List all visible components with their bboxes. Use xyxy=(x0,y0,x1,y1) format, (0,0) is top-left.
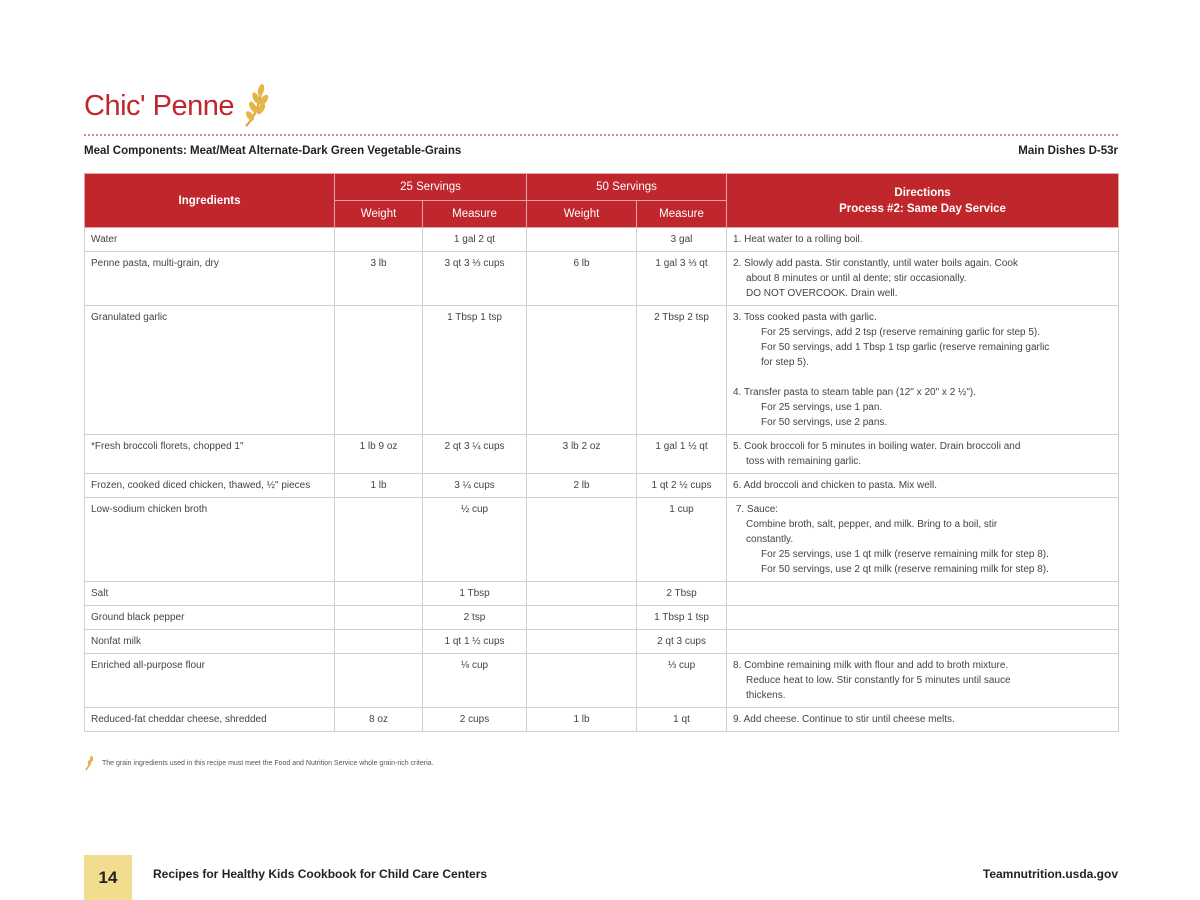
table-row xyxy=(85,498,1119,582)
direction-line: 4. Transfer pasta to steam table pan (12" x 20" x 2 ½"). xyxy=(733,387,977,398)
directions-cell xyxy=(727,654,1119,708)
measure-25-cell: 2 qt 3 ¼ cups xyxy=(423,435,527,474)
direction-line: For 25 servings, use 1 qt milk (reserve remaining milk for step 8). xyxy=(761,549,1049,560)
directions-cell xyxy=(727,306,1119,435)
ingredient-cell: Low-sodium chicken broth xyxy=(85,498,335,582)
directions-cell xyxy=(727,582,1119,606)
direction-line: Combine broth, salt, pepper, and milk. Bring to a boil, stir xyxy=(746,519,998,530)
ingredient-cell: Reduced-fat cheddar cheese, shredded xyxy=(85,708,335,732)
ingredient-cell: Salt xyxy=(85,582,335,606)
directions-cell xyxy=(727,708,1119,732)
measure-50-cell: 1 gal 3 ⅓ qt xyxy=(637,252,727,306)
direction-line: 6. Add broccoli and chicken to pasta. Mix well. xyxy=(733,480,938,491)
direction-line: about 8 minutes or until al dente; stir occasionally. xyxy=(746,273,967,284)
measure-50-cell: 1 Tbsp 1 tsp xyxy=(637,606,727,630)
ingredient-cell: *Fresh broccoli florets, chopped 1" xyxy=(85,435,335,474)
direction-line: for step 5). xyxy=(761,357,809,368)
measure-25-cell: 1 qt 1 ½ cups xyxy=(423,630,527,654)
table-row xyxy=(85,708,1119,732)
directions-process: Process #2: Same Day Service xyxy=(839,202,1006,215)
weight-25-cell xyxy=(335,582,423,606)
weight-50-header: Weight xyxy=(527,201,637,228)
footnote-text: The grain ingredients used in this recipe must meet the Food and Nutrition Service whole grain-rich criteria. xyxy=(102,759,434,767)
weight-25-cell xyxy=(335,498,423,582)
ingredient-cell: Nonfat milk xyxy=(85,630,335,654)
weight-25-cell: 1 lb xyxy=(335,474,423,498)
direction-line: toss with remaining garlic. xyxy=(746,456,862,467)
weight-50-cell xyxy=(527,654,637,708)
ingredient-cell: Granulated garlic xyxy=(85,306,335,435)
directions-cell xyxy=(727,606,1119,630)
table-row xyxy=(85,606,1119,630)
weight-25-header: Weight xyxy=(335,201,423,228)
directions-cell xyxy=(727,474,1119,498)
directions-cell xyxy=(727,630,1119,654)
footnote xyxy=(84,755,434,771)
ingredient-cell: Enriched all-purpose flour xyxy=(85,654,335,708)
directions-cell xyxy=(727,498,1119,582)
measure-25-cell: 2 cups xyxy=(423,708,527,732)
servings-25-header: 25 Servings xyxy=(335,174,527,201)
direction-line xyxy=(733,370,1112,385)
measure-25-header: Measure xyxy=(423,201,527,228)
direction-line: For 25 servings, add 2 tsp (reserve remaining garlic for step 5). xyxy=(761,327,1041,338)
direction-line: Reduce heat to low. Stir constantly for 5 minutes until sauce xyxy=(746,675,1011,686)
measure-25-cell: 1 Tbsp 1 tsp xyxy=(423,306,527,435)
website-link[interactable]: Teamnutrition.usda.gov xyxy=(982,867,1118,881)
table-row xyxy=(85,306,1119,435)
page-number: 14 xyxy=(84,855,132,900)
direction-line: 3. Toss cooked pasta with garlic. xyxy=(733,312,877,323)
recipe-table-body xyxy=(85,228,1119,732)
weight-50-cell xyxy=(527,498,637,582)
directions-cell xyxy=(727,435,1119,474)
direction-line: 7. Sauce: xyxy=(733,504,779,515)
weight-25-cell xyxy=(335,306,423,435)
servings-50-header: 50 Servings xyxy=(527,174,727,201)
direction-line: 5. Cook broccoli for 5 minutes in boiling water. Drain broccoli and xyxy=(733,441,1021,452)
directions-cell xyxy=(727,252,1119,306)
measure-50-cell: 1 cup xyxy=(637,498,727,582)
measure-25-cell: 3 qt 3 ⅓ cups xyxy=(423,252,527,306)
measure-25-cell: 2 tsp xyxy=(423,606,527,630)
table-row xyxy=(85,474,1119,498)
measure-50-cell: 1 qt xyxy=(637,708,727,732)
weight-25-cell xyxy=(335,606,423,630)
weight-50-cell: 6 lb xyxy=(527,252,637,306)
wheat-icon xyxy=(240,82,270,128)
table-row xyxy=(85,582,1119,606)
ingredient-cell: Frozen, cooked diced chicken, thawed, ½" pieces xyxy=(85,474,335,498)
weight-25-cell xyxy=(335,630,423,654)
table-row xyxy=(85,252,1119,306)
weight-50-cell xyxy=(527,582,637,606)
measure-50-cell: 2 Tbsp xyxy=(637,582,727,606)
recipe-category: Main Dishes D-53r xyxy=(1018,145,1118,157)
recipe-table xyxy=(84,173,1119,732)
ingredient-cell: Penne pasta, multi-grain, dry xyxy=(85,252,335,306)
direction-line: 1. Heat water to a rolling boil. xyxy=(733,234,863,245)
direction-line: For 25 servings, use 1 pan. xyxy=(761,402,883,413)
direction-line: 9. Add cheese. Continue to stir until cheese melts. xyxy=(733,714,955,725)
direction-line: thickens. xyxy=(746,690,786,701)
measure-25-cell: ½ cup xyxy=(423,498,527,582)
measure-50-cell: 1 qt 2 ½ cups xyxy=(637,474,727,498)
meal-components: Meal Components: Meat/Meat Alternate-Dark Green Vegetable-Grains xyxy=(84,145,462,157)
recipe-title: Chic' Penne xyxy=(84,90,234,122)
direction-line: constantly. xyxy=(746,534,794,545)
weight-50-cell: 3 lb 2 oz xyxy=(527,435,637,474)
weight-50-cell: 1 lb xyxy=(527,708,637,732)
measure-25-cell: 1 gal 2 qt xyxy=(423,228,527,252)
direction-line: For 50 servings, add 1 Tbsp 1 tsp garlic (reserve remaining garlic xyxy=(761,342,1050,353)
table-row xyxy=(85,228,1119,252)
book-title: Recipes for Healthy Kids Cookbook for Child Care Centers xyxy=(153,867,488,881)
measure-50-cell: 1 gal 1 ½ qt xyxy=(637,435,727,474)
direction-line: For 50 servings, use 2 pans. xyxy=(761,417,888,428)
measure-50-cell: 3 gal xyxy=(637,228,727,252)
measure-50-cell: ⅓ cup xyxy=(637,654,727,708)
weight-25-cell xyxy=(335,228,423,252)
title-divider xyxy=(84,134,1118,136)
directions-title: Directions xyxy=(894,186,951,199)
weight-25-cell: 1 lb 9 oz xyxy=(335,435,423,474)
measure-25-cell: 3 ¼ cups xyxy=(423,474,527,498)
wheat-icon xyxy=(84,755,94,771)
weight-50-cell xyxy=(527,306,637,435)
measure-50-cell: 2 Tbsp 2 tsp xyxy=(637,306,727,435)
weight-25-cell xyxy=(335,654,423,708)
measure-25-cell: 1 Tbsp xyxy=(423,582,527,606)
measure-25-cell: ⅛ cup xyxy=(423,654,527,708)
direction-line: 8. Combine remaining milk with flour and add to broth mixture. xyxy=(733,660,1009,671)
direction-line: 2. Slowly add pasta. Stir constantly, until water boils again. Cook xyxy=(733,258,1018,269)
direction-line: For 50 servings, use 2 qt milk (reserve remaining milk for step 8). xyxy=(761,564,1049,575)
direction-line: DO NOT OVERCOOK. Drain well. xyxy=(746,288,898,299)
directions-header xyxy=(727,174,1119,228)
table-row xyxy=(85,435,1119,474)
weight-25-cell: 8 oz xyxy=(335,708,423,732)
weight-50-cell xyxy=(527,630,637,654)
ingredients-header: Ingredients xyxy=(85,174,335,228)
ingredient-cell: Ground black pepper xyxy=(85,606,335,630)
directions-cell xyxy=(727,228,1119,252)
weight-25-cell: 3 lb xyxy=(335,252,423,306)
ingredient-cell: Water xyxy=(85,228,335,252)
measure-50-cell: 2 qt 3 cups xyxy=(637,630,727,654)
weight-50-cell: 2 lb xyxy=(527,474,637,498)
weight-50-cell xyxy=(527,228,637,252)
table-row xyxy=(85,630,1119,654)
weight-50-cell xyxy=(527,606,637,630)
table-row xyxy=(85,654,1119,708)
measure-50-header: Measure xyxy=(637,201,727,228)
